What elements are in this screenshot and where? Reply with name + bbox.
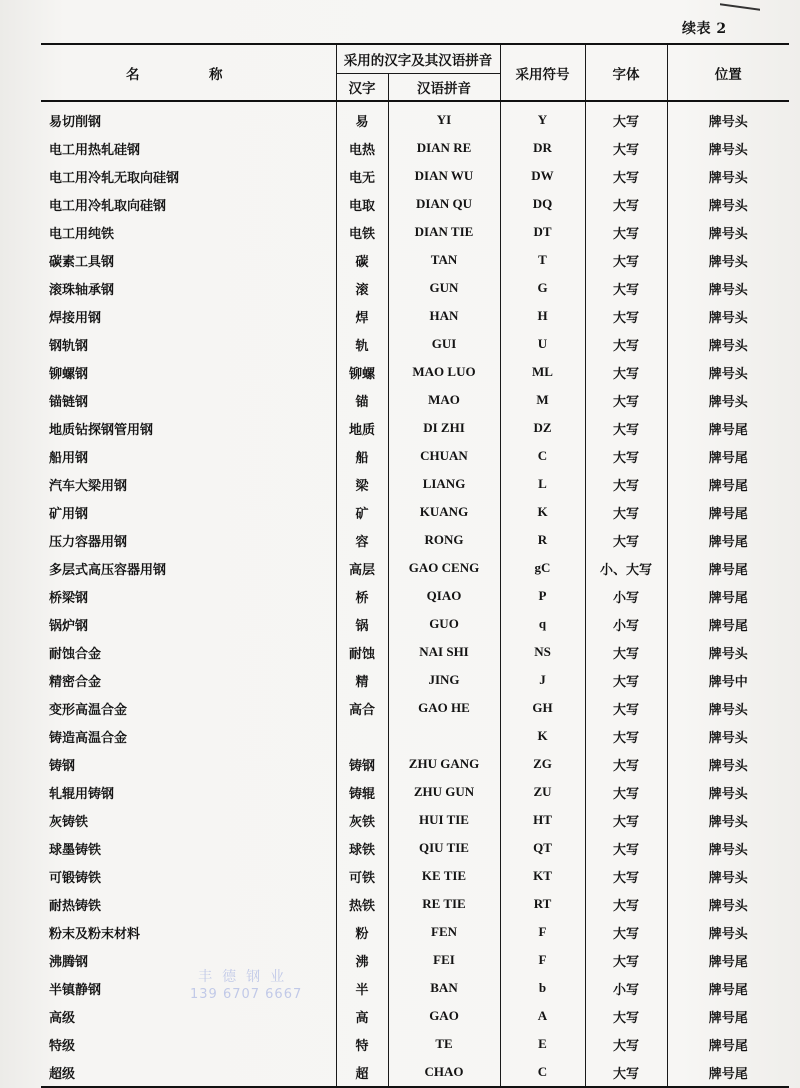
row-pinyin: QIU TIE [388, 834, 500, 862]
row-font: 大写 [585, 498, 667, 526]
row-position: 牌号头 [667, 190, 789, 218]
row-pinyin: KE TIE [388, 862, 500, 890]
row-symbol: DW [500, 162, 585, 190]
row-font: 大写 [585, 101, 667, 134]
row-pinyin: GUN [388, 274, 500, 302]
row-name: 电工用冷轧无取向硅钢 [41, 162, 336, 190]
table-row [41, 498, 789, 526]
header-font: 字体 [585, 44, 667, 101]
row-symbol: QT [500, 834, 585, 862]
row-pinyin: LIANG [388, 470, 500, 498]
row-symbol: M [500, 386, 585, 414]
table-row [41, 470, 789, 498]
header-name: 名 称 [41, 44, 336, 101]
row-pinyin: DIAN TIE [388, 218, 500, 246]
row-font: 大写 [585, 806, 667, 834]
row-hanzi: 高 [336, 1002, 388, 1030]
row-font: 大写 [585, 470, 667, 498]
row-name: 铸钢 [41, 750, 336, 778]
row-font: 大写 [585, 302, 667, 330]
table-row [41, 750, 789, 778]
row-name: 粉末及粉末材料 [41, 918, 336, 946]
row-pinyin: ZHU GANG [388, 750, 500, 778]
row-hanzi: 桥 [336, 582, 388, 610]
row-symbol: F [500, 946, 585, 974]
row-font: 大写 [585, 358, 667, 386]
row-hanzi: 碳 [336, 246, 388, 274]
row-position: 牌号头 [667, 218, 789, 246]
row-name: 特级 [41, 1030, 336, 1058]
row-hanzi: 半 [336, 974, 388, 1002]
table-row [41, 946, 789, 974]
row-symbol: H [500, 302, 585, 330]
table-row [41, 610, 789, 638]
table-row [41, 554, 789, 582]
row-symbol: GH [500, 694, 585, 722]
row-pinyin: ZHU GUN [388, 778, 500, 806]
row-position: 牌号头 [667, 834, 789, 862]
table-body [41, 101, 789, 1087]
row-position: 牌号头 [667, 918, 789, 946]
row-pinyin: DI ZHI [388, 414, 500, 442]
row-pinyin [388, 722, 500, 750]
row-position: 牌号尾 [667, 442, 789, 470]
table-row [41, 890, 789, 918]
row-name: 电工用冷轧取向硅钢 [41, 190, 336, 218]
row-name: 汽车大梁用钢 [41, 470, 336, 498]
row-symbol: G [500, 274, 585, 302]
row-hanzi: 粉 [336, 918, 388, 946]
row-name: 焊接用钢 [41, 302, 336, 330]
table-caption: 续表 2 [682, 21, 727, 37]
row-pinyin: QIAO [388, 582, 500, 610]
row-symbol: P [500, 582, 585, 610]
row-symbol: DQ [500, 190, 585, 218]
row-hanzi: 热铁 [336, 890, 388, 918]
row-hanzi: 锚 [336, 386, 388, 414]
table-row [41, 134, 789, 162]
row-name: 锚链钢 [41, 386, 336, 414]
row-symbol: ML [500, 358, 585, 386]
row-hanzi: 电无 [336, 162, 388, 190]
row-position: 牌号尾 [667, 526, 789, 554]
row-hanzi: 梁 [336, 470, 388, 498]
row-position: 牌号尾 [667, 554, 789, 582]
row-hanzi: 锅 [336, 610, 388, 638]
row-symbol: KT [500, 862, 585, 890]
table-row [41, 386, 789, 414]
table-row [41, 358, 789, 386]
table-row [41, 162, 789, 190]
row-pinyin: DIAN QU [388, 190, 500, 218]
row-position: 牌号尾 [667, 610, 789, 638]
row-pinyin: YI [388, 101, 500, 134]
row-position: 牌号尾 [667, 1058, 789, 1087]
row-name: 灰铸铁 [41, 806, 336, 834]
row-font: 大写 [585, 134, 667, 162]
row-hanzi: 轨 [336, 330, 388, 358]
row-hanzi: 铸钢 [336, 750, 388, 778]
header-position: 位置 [667, 44, 789, 101]
row-name: 耐蚀合金 [41, 638, 336, 666]
row-symbol: E [500, 1030, 585, 1058]
row-font: 大写 [585, 1058, 667, 1087]
watermark-company: 丰德钢业 [198, 969, 295, 985]
row-position: 牌号头 [667, 750, 789, 778]
row-symbol: C [500, 1058, 585, 1087]
table-row [41, 722, 789, 750]
row-name: 沸腾钢 [41, 946, 336, 974]
row-position: 牌号尾 [667, 946, 789, 974]
row-hanzi: 电取 [336, 190, 388, 218]
row-font: 大写 [585, 862, 667, 890]
row-hanzi: 电热 [336, 134, 388, 162]
row-pinyin: MAO LUO [388, 358, 500, 386]
row-pinyin: JING [388, 666, 500, 694]
row-position: 牌号头 [667, 358, 789, 386]
row-position: 牌号中 [667, 666, 789, 694]
row-font: 大写 [585, 414, 667, 442]
table-row [41, 638, 789, 666]
table-row [41, 666, 789, 694]
row-pinyin: GUO [388, 610, 500, 638]
row-pinyin: TE [388, 1030, 500, 1058]
row-pinyin: DIAN WU [388, 162, 500, 190]
row-symbol: T [500, 246, 585, 274]
row-position: 牌号尾 [667, 470, 789, 498]
row-name: 滚珠轴承钢 [41, 274, 336, 302]
table-row [41, 274, 789, 302]
row-hanzi: 地质 [336, 414, 388, 442]
row-name: 碳素工具钢 [41, 246, 336, 274]
row-name: 球墨铸铁 [41, 834, 336, 862]
header-pinyin: 汉语拼音 [388, 74, 500, 102]
row-position: 牌号尾 [667, 974, 789, 1002]
row-position: 牌号头 [667, 246, 789, 274]
row-name: 超级 [41, 1058, 336, 1087]
row-name: 多层式高压容器用钢 [41, 554, 336, 582]
row-hanzi: 沸 [336, 946, 388, 974]
row-name: 压力容器用钢 [41, 526, 336, 554]
row-name: 钢轨钢 [41, 330, 336, 358]
row-symbol: A [500, 1002, 585, 1030]
row-pinyin: GAO CENG [388, 554, 500, 582]
row-font: 大写 [585, 218, 667, 246]
row-pinyin: NAI SHI [388, 638, 500, 666]
row-hanzi: 矿 [336, 498, 388, 526]
row-symbol: gC [500, 554, 585, 582]
row-pinyin: CHUAN [388, 442, 500, 470]
steel-symbol-table [41, 43, 789, 1088]
row-symbol: U [500, 330, 585, 358]
row-font: 大写 [585, 666, 667, 694]
row-name: 精密合金 [41, 666, 336, 694]
row-hanzi: 可铁 [336, 862, 388, 890]
row-font: 大写 [585, 386, 667, 414]
row-position: 牌号头 [667, 862, 789, 890]
row-font: 大写 [585, 1002, 667, 1030]
row-name: 轧辊用铸钢 [41, 778, 336, 806]
row-hanzi: 超 [336, 1058, 388, 1087]
row-name: 矿用钢 [41, 498, 336, 526]
row-name: 铆螺钢 [41, 358, 336, 386]
row-pinyin: TAN [388, 246, 500, 274]
row-name: 电工用纯铁 [41, 218, 336, 246]
row-pinyin: MAO [388, 386, 500, 414]
row-position: 牌号尾 [667, 1030, 789, 1058]
table-row [41, 974, 789, 1002]
row-hanzi: 焊 [336, 302, 388, 330]
row-name: 船用钢 [41, 442, 336, 470]
row-symbol: K [500, 722, 585, 750]
row-hanzi: 容 [336, 526, 388, 554]
row-symbol: NS [500, 638, 585, 666]
table-row [41, 101, 789, 134]
table-row [41, 806, 789, 834]
row-font: 大写 [585, 330, 667, 358]
row-position: 牌号尾 [667, 1002, 789, 1030]
header-hanzi: 汉字 [336, 74, 388, 102]
table-row [41, 330, 789, 358]
row-hanzi: 特 [336, 1030, 388, 1058]
row-name: 电工用热轧硅钢 [41, 134, 336, 162]
row-position: 牌号头 [667, 694, 789, 722]
row-symbol: F [500, 918, 585, 946]
row-position: 牌号头 [667, 890, 789, 918]
row-pinyin: FEI [388, 946, 500, 974]
row-hanzi: 船 [336, 442, 388, 470]
row-name: 锅炉钢 [41, 610, 336, 638]
row-font: 大写 [585, 946, 667, 974]
row-symbol: L [500, 470, 585, 498]
table-row [41, 1058, 789, 1087]
row-font: 大写 [585, 722, 667, 750]
row-symbol: RT [500, 890, 585, 918]
row-position: 牌号头 [667, 638, 789, 666]
table-row [41, 918, 789, 946]
row-pinyin: HAN [388, 302, 500, 330]
row-symbol: DR [500, 134, 585, 162]
table-row [41, 1030, 789, 1058]
row-name: 变形高温合金 [41, 694, 336, 722]
table-row [41, 862, 789, 890]
row-font: 大写 [585, 694, 667, 722]
row-pinyin: GUI [388, 330, 500, 358]
row-symbol: Y [500, 101, 585, 134]
row-position: 牌号头 [667, 162, 789, 190]
row-hanzi: 易 [336, 101, 388, 134]
row-position: 牌号尾 [667, 498, 789, 526]
row-position: 牌号头 [667, 806, 789, 834]
row-pinyin: RE TIE [388, 890, 500, 918]
row-name: 易切削钢 [41, 101, 336, 134]
table-row [41, 218, 789, 246]
row-font: 大写 [585, 1030, 667, 1058]
row-font: 大写 [585, 638, 667, 666]
row-font: 小写 [585, 582, 667, 610]
table-row [41, 834, 789, 862]
row-symbol: b [500, 974, 585, 1002]
row-hanzi: 滚 [336, 274, 388, 302]
row-symbol: HT [500, 806, 585, 834]
row-position: 牌号头 [667, 302, 789, 330]
row-name: 半镇静钢 [41, 974, 336, 1002]
row-position: 牌号头 [667, 101, 789, 134]
row-symbol: K [500, 498, 585, 526]
row-font: 大写 [585, 190, 667, 218]
row-font: 大写 [585, 162, 667, 190]
row-font: 大写 [585, 778, 667, 806]
row-position: 牌号头 [667, 722, 789, 750]
row-hanzi: 铸辊 [336, 778, 388, 806]
row-pinyin: GAO [388, 1002, 500, 1030]
row-font: 小写 [585, 974, 667, 1002]
row-symbol: J [500, 666, 585, 694]
row-pinyin: FEN [388, 918, 500, 946]
table-row [41, 246, 789, 274]
row-symbol: C [500, 442, 585, 470]
row-font: 大写 [585, 246, 667, 274]
row-font: 小、大写 [585, 554, 667, 582]
row-font: 大写 [585, 890, 667, 918]
header-symbol: 采用符号 [500, 44, 585, 101]
row-pinyin: HUI TIE [388, 806, 500, 834]
row-position: 牌号头 [667, 274, 789, 302]
table-row [41, 778, 789, 806]
table-row [41, 414, 789, 442]
row-symbol: DT [500, 218, 585, 246]
row-pinyin: BAN [388, 974, 500, 1002]
row-font: 大写 [585, 274, 667, 302]
row-name: 铸造高温合金 [41, 722, 336, 750]
row-symbol: R [500, 526, 585, 554]
row-symbol: DZ [500, 414, 585, 442]
row-pinyin: CHAO [388, 1058, 500, 1087]
table-row [41, 526, 789, 554]
row-hanzi: 球铁 [336, 834, 388, 862]
row-pinyin: GAO HE [388, 694, 500, 722]
table-row [41, 582, 789, 610]
row-position: 牌号尾 [667, 582, 789, 610]
row-pinyin: KUANG [388, 498, 500, 526]
row-font: 大写 [585, 918, 667, 946]
row-hanzi: 高层 [336, 554, 388, 582]
row-font: 大写 [585, 834, 667, 862]
row-symbol: q [500, 610, 585, 638]
row-position: 牌号头 [667, 778, 789, 806]
row-pinyin: DIAN RE [388, 134, 500, 162]
row-font: 小写 [585, 610, 667, 638]
row-symbol: ZG [500, 750, 585, 778]
row-hanzi: 电铁 [336, 218, 388, 246]
table-row [41, 302, 789, 330]
row-name: 高级 [41, 1002, 336, 1030]
row-font: 大写 [585, 750, 667, 778]
row-hanzi: 铆螺 [336, 358, 388, 386]
row-hanzi: 灰铁 [336, 806, 388, 834]
row-hanzi: 精 [336, 666, 388, 694]
row-symbol: ZU [500, 778, 585, 806]
table-row [41, 442, 789, 470]
row-hanzi: 高合 [336, 694, 388, 722]
row-hanzi: 耐蚀 [336, 638, 388, 666]
watermark-phone: 139 6707 6667 [190, 987, 303, 1002]
header-hanzi-pinyin-group: 采用的汉字及其汉语拼音 [336, 44, 500, 74]
table-row [41, 190, 789, 218]
row-pinyin: RONG [388, 526, 500, 554]
row-hanzi [336, 722, 388, 750]
table-row [41, 694, 789, 722]
row-name: 桥梁钢 [41, 582, 336, 610]
table-row [41, 1002, 789, 1030]
row-position: 牌号头 [667, 386, 789, 414]
row-font: 大写 [585, 526, 667, 554]
row-name: 地质钻探钢管用钢 [41, 414, 336, 442]
row-name: 可锻铸铁 [41, 862, 336, 890]
row-position: 牌号头 [667, 134, 789, 162]
row-name: 耐热铸铁 [41, 890, 336, 918]
row-position: 牌号头 [667, 330, 789, 358]
row-font: 大写 [585, 442, 667, 470]
row-position: 牌号尾 [667, 414, 789, 442]
